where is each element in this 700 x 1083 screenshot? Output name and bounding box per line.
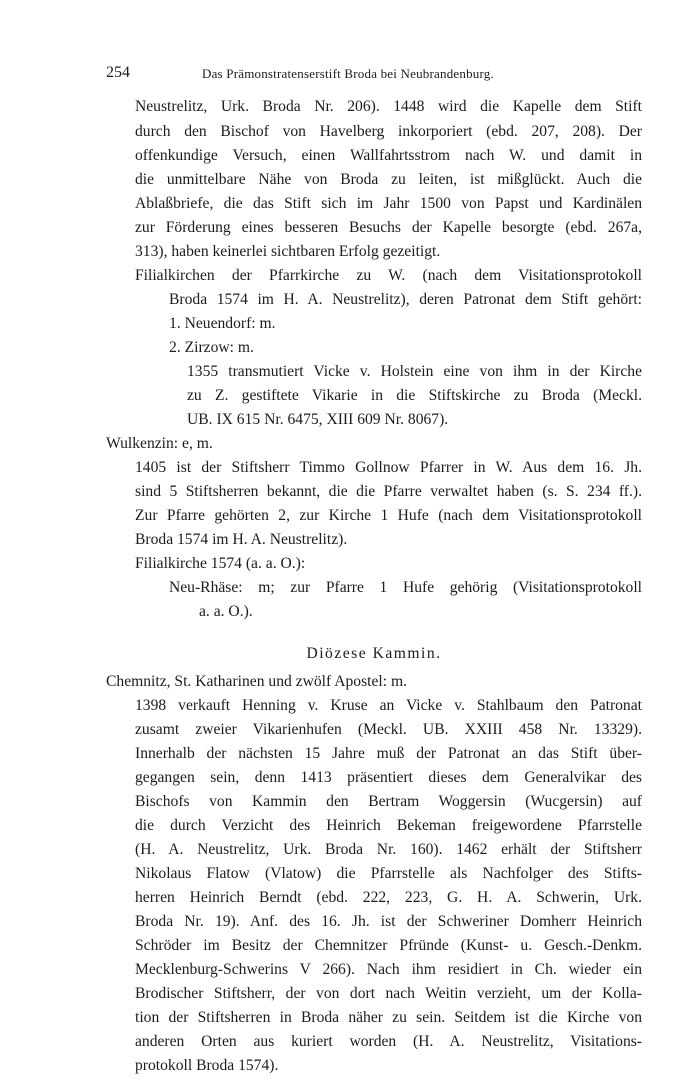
section-heading: Diözese Kammin. bbox=[306, 645, 442, 662]
text-line: offenkundige Versuch, einen Wallfahrtsstrom nach W. und damit in bbox=[135, 147, 642, 164]
text-line: Ablaßbriefe, die das Stift sich im Jahr 1500 von Papst und Kardinälen bbox=[135, 195, 642, 212]
text-line: zu Z. gestiftete Vikarie in die Stiftskirche zu Broda (Meckl. bbox=[187, 387, 642, 404]
text-line: Filialkirchen der Pfarrkirche zu W. (nach dem Visitationsprotokoll bbox=[135, 267, 642, 284]
page-number: 254 bbox=[106, 64, 130, 81]
text-line: 313), haben keinerlei sichtbaren Erfolg gezeitigt. bbox=[135, 243, 441, 260]
text-line: herren Heinrich Berndt (ebd. 222, 223, G. H. A. Schwerin, Urk. bbox=[135, 889, 642, 906]
text-line: durch den Bischof von Havelberg inkorporiert (ebd. 207, 208). Der bbox=[135, 123, 642, 140]
text-line: anderen Orten aus kuriert worden (H. A. Neustrelitz, Visitations- bbox=[135, 1033, 642, 1050]
text-line: die durch Verzicht des Heinrich Bekeman freigewordene Pfarrstelle bbox=[135, 817, 642, 834]
text-line: Innerhalb der nächsten 15 Jahre muß der Patronat an das Stift über- bbox=[135, 745, 642, 762]
text-line: Bischofs von Kammin den Bertram Woggersin (Wucgersin) auf bbox=[135, 793, 642, 810]
text-line: 1398 verkauft Henning v. Kruse an Vicke v. Stahlbaum den Patronat bbox=[135, 697, 642, 714]
text-line: Brodischer Stiftsherr, der von dort nach Weitin verzieht, um der Kolla- bbox=[135, 985, 642, 1002]
text-line: die unmittelbare Nähe von Broda zu leiten, ist mißglückt. Auch die bbox=[135, 171, 642, 188]
text-line: zur Förderung eines besseren Besuchs der Kapelle besorgte (ebd. 267a, bbox=[135, 219, 642, 236]
text-line: (H. A. Neustrelitz, Urk. Broda Nr. 160). 1462 erhält der Stiftsherr bbox=[135, 841, 642, 858]
running-title: Das Prämonstratenserstift Broda bei Neubrandenburg. bbox=[202, 66, 494, 81]
entry-heading: Wulkenzin: e, m. bbox=[106, 435, 213, 452]
text-line: Filialkirche 1574 (a. a. O.): bbox=[135, 555, 306, 572]
text-line: UB. IX 615 Nr. 6475, XIII 609 Nr. 8067). bbox=[187, 411, 449, 428]
text-line: Nikolaus Flatow (Vlatow) die Pfarrstelle als Nachfolger des Stifts- bbox=[135, 865, 642, 882]
entry-heading: Chemnitz, St. Katharinen und zwölf Apostel: m. bbox=[106, 673, 408, 690]
text-line: 1355 transmutiert Vicke v. Holstein eine von ihm in der Kirche bbox=[187, 363, 642, 380]
text-line: Schröder im Besitz der Chemnitzer Pfründe (Kunst- u. Gesch.-Denkm. bbox=[135, 937, 642, 954]
list-item: 2. Zirzow: m. bbox=[169, 339, 254, 356]
text-line: protokoll Broda 1574). bbox=[135, 1057, 279, 1074]
text-line: Broda 1574 im H. A. Neustrelitz). bbox=[135, 531, 348, 548]
text-line: Broda 1574 im H. A. Neustrelitz), deren Patronat dem Stift gehört: bbox=[169, 291, 642, 308]
text-line: sind 5 Stiftsherren bekannt, die die Pfarre verwaltet haben (s. S. 234 ff.). bbox=[135, 483, 642, 500]
text-line: zusamt zweier Vikarienhufen (Meckl. UB. XXIII 458 Nr. 13329). bbox=[135, 721, 642, 738]
text-line: Neu-Rhäse: m; zur Pfarre 1 Hufe gehörig (Visitationsprotokoll bbox=[169, 579, 642, 596]
text-line: a. a. O.). bbox=[199, 603, 253, 620]
text-line: Mecklenburg-Schwerins V 266). Nach ihm residiert in Ch. wieder ein bbox=[135, 961, 642, 978]
text-line: Zur Pfarre gehörten 2, zur Kirche 1 Hufe (nach dem Visitationsprotokoll bbox=[135, 507, 642, 524]
page-header bbox=[106, 64, 566, 86]
text-line: gegangen sein, denn 1413 präsentiert dieses dem Generalvikar des bbox=[135, 769, 642, 786]
text-line: 1405 ist der Stiftsherr Timmo Gollnow Pfarrer in W. Aus dem 16. Jh. bbox=[135, 459, 642, 476]
text-line: Neustrelitz, Urk. Broda Nr. 206). 1448 wird die Kapelle dem Stift bbox=[135, 98, 642, 115]
text-line: tion der Stiftsherren in Broda näher zu sein. Seitdem ist die Kirche von bbox=[135, 1009, 642, 1026]
list-item: 1. Neuendorf: m. bbox=[169, 315, 276, 332]
text-line: Broda Nr. 19). Anf. des 16. Jh. ist der Schweriner Domherr Heinrich bbox=[135, 913, 642, 930]
